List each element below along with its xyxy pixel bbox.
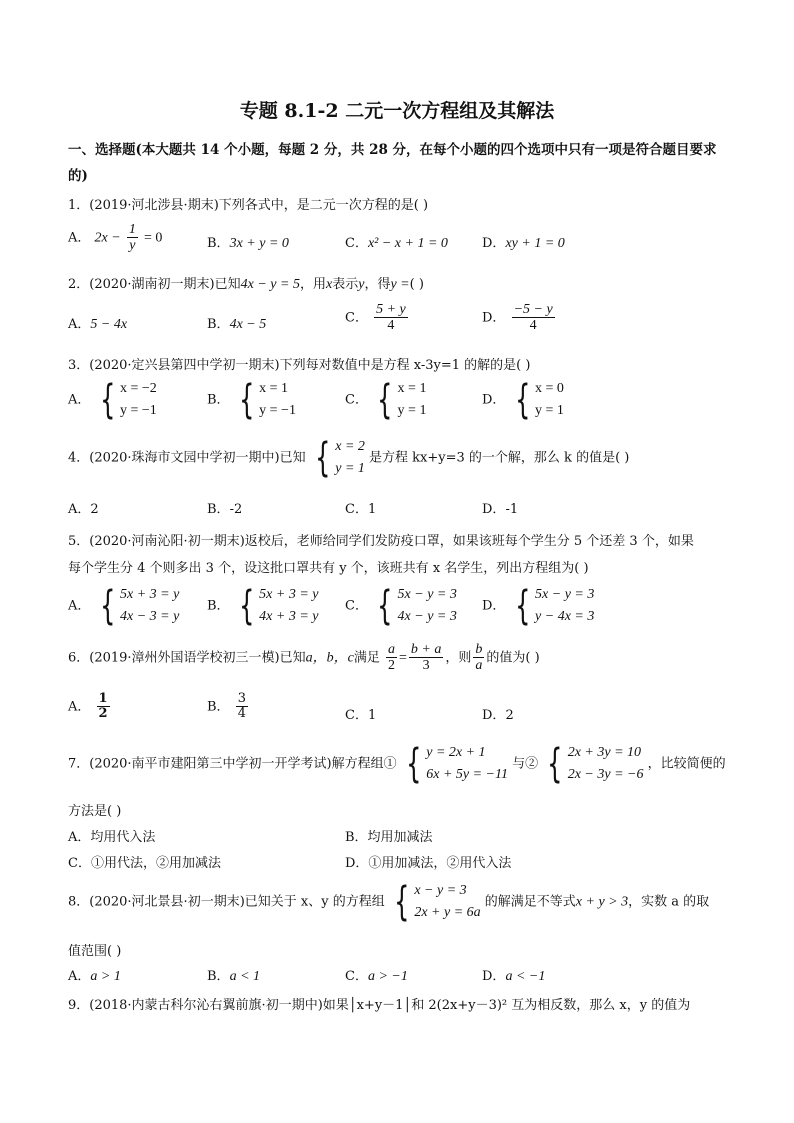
- brace-icon: {: [238, 377, 255, 423]
- question-4-option-b: B．-2: [207, 502, 243, 517]
- question-6-option-b: B． $\frac{3}{4}$: [207, 691, 246, 722]
- brace-icon: {: [99, 583, 115, 629]
- fraction: $\frac{-5 - y}{4}$: [513, 302, 553, 334]
- question-7-option-a: A．均用代入法: [68, 830, 156, 845]
- question-4-option-c: C．1: [345, 502, 377, 517]
- equation-system: { 2x + 3y = 10 2x − 3y = −6: [547, 741, 644, 787]
- fraction: $\frac{b + a}{3}$: [410, 642, 442, 674]
- brace-icon: {: [238, 583, 255, 629]
- question-7-option-c: C．①用代法，②用加减法: [68, 856, 221, 871]
- question-5-option-d: D． { 5x − y = 3 y − 4x = 3: [482, 583, 595, 629]
- question-5-option-c: C． { 5x − y = 3 4x − y = 3: [345, 583, 457, 629]
- question-7-option-b: B．均用加减法: [345, 830, 433, 845]
- equation-system: { 5x − y = 3 y − 4x = 3: [514, 583, 595, 629]
- question-2-stem: 2．(2020·湖南初一期末)已知4x − y = 5，用x表示y，得y =( ): [68, 277, 424, 292]
- question-6-option-d: D．2: [482, 708, 514, 723]
- question-3-option-c: C． { x = 1 y = 1: [345, 377, 427, 423]
- question-3-stem: 3．(2020·定兴县第四中学初一期末)下列每对数值中是方程 x-3y=1 的解的是( ): [68, 358, 531, 373]
- question-5-option-a: A． { 5x + 3 = y 4x − 3 = y: [68, 583, 180, 629]
- question-7-stem: 7．(2020·南平市建阳第三中学初一开学考试)解方程组① { y = 2x + 1 6x + 5y = −11 与② { 2x + 3y = 10 2x − 3y = −6 ，比较简便的: [68, 741, 726, 787]
- brace-icon: {: [99, 377, 115, 423]
- equation-system: { y = 2x + 1 6x + 5y = −11: [405, 741, 508, 787]
- brace-icon: {: [514, 583, 530, 629]
- page-title: 专题 8.1-2 二元一次方程组及其解法: [239, 100, 555, 122]
- question-8-option-d: D．a < −1: [482, 969, 546, 984]
- fraction: $\frac{5 + y}{4}$: [376, 302, 406, 334]
- question-7-stem-cont: 方法是( ): [68, 804, 122, 819]
- question-3-option-d: D． { x = 0 y = 1: [482, 377, 564, 423]
- equation-system: { 5x + 3 = y 4x + 3 = y: [238, 583, 319, 629]
- equation-system: { x − y = 3 2x + y = 6a: [393, 879, 481, 925]
- section-heading: 一、选择题(本大题共 14 个小题，每题 2 分，共 28 分，在每个小题的四个选项中只有一项是符合题目要求: [68, 142, 717, 158]
- question-1-option-d: D．xy + 1 = 0: [482, 236, 565, 251]
- equation-system: { x = 1 y = −1: [238, 377, 296, 423]
- equation-system: { x = 0 y = 1: [514, 377, 564, 423]
- equation-system: { 5x + 3 = y 4x − 3 = y: [99, 583, 180, 629]
- question-4-option-d: D．-1: [482, 502, 519, 517]
- question-4-option-a: A．2: [68, 502, 99, 517]
- fraction: $\frac{1}{y}$: [128, 222, 136, 254]
- fraction: $\frac{b}{a}$: [475, 642, 483, 674]
- brace-icon: {: [393, 879, 410, 925]
- equation-system: { x = 1 y = 1: [377, 377, 427, 423]
- question-2-option-d: D． $\frac{-5 - y}{4}$: [482, 302, 553, 334]
- fraction: $\frac{a}{2}$: [388, 642, 396, 674]
- question-2-option-b: B．4x − 5: [207, 317, 267, 332]
- brace-icon: {: [547, 741, 563, 787]
- question-3-option-b: B． { x = 1 y = −1: [207, 377, 296, 423]
- question-4-stem: 4．(2020·珠海市文园中学初一期中)已知 { x = 2 y = 1 是方程 kx+y=3 的一个解，那么 k 的值是( ): [68, 435, 630, 481]
- section-heading-cont: 的): [68, 168, 88, 184]
- question-7-option-d: D．①用加减法，②用代入法: [345, 856, 512, 871]
- brace-icon: {: [405, 741, 422, 787]
- brace-icon: {: [514, 377, 530, 423]
- brace-icon: {: [377, 377, 393, 423]
- question-5-stem-cont: 每个学生分 4 个则多出 3 个，设这批口罩共有 y 个，该班共有 x 名学生，列出方程组为( ): [68, 561, 589, 576]
- question-2-option-c: C． $\frac{5 + y}{4}$: [345, 302, 406, 334]
- question-8-option-a: A．a > 1: [68, 969, 121, 984]
- fraction: $\frac{3}{4}$: [237, 691, 246, 722]
- equation-system: { x = 2 y = 1: [314, 435, 365, 481]
- question-8-stem: 8．(2020·河北景县·初一期末)已知关于 x、y 的方程组 { x − y = 3 2x + y = 6a 的解满足不等式x + y > 3，实数 a 的取: [68, 879, 710, 925]
- question-1-stem: 1．(2019·河北涉县·期末)下列各式中，是二元一次方程的是( ): [68, 198, 429, 213]
- question-2-option-a: A．5 − 4x: [68, 317, 128, 332]
- question-5-stem: 5．(2020·河南沁阳·初一期末)返校后，老师给同学们发防疫口罩，如果该班每个学生分 5 个还差 3 个，如果: [68, 534, 694, 549]
- question-6-stem: 6．(2019·漳州外国语学校初三一模)已知a，b，c满足 $\frac{a}{2}$ = $\frac{b + a}{3}$ ，则 $\frac{b}{a}$ 的值为( ): [68, 642, 540, 674]
- question-3-option-a: A． { x = −2 y = −1: [68, 377, 157, 423]
- question-5-option-b: B． { 5x + 3 = y 4x + 3 = y: [207, 583, 319, 629]
- fraction: $\frac{1}{2}$: [98, 691, 108, 722]
- question-1-option-a: A． 2x − $\frac{1}{y}$ = 0: [68, 222, 163, 254]
- question-6-option-c: C．1: [345, 708, 377, 723]
- question-1-option-b: B．3x + y = 0: [207, 236, 289, 251]
- question-6-option-a: A． $\frac{1}{2}$: [68, 691, 108, 722]
- brace-icon: {: [377, 583, 393, 629]
- question-9-stem: 9．(2018·内蒙古科尔沁右翼前旗·初一期中)如果│x+y－1│和 2(2x+y－3)² 互为相反数，那么 x，y 的值为: [68, 998, 691, 1013]
- question-8-stem-cont: 值范围( ): [68, 944, 122, 959]
- question-1-option-c: C．x² − x + 1 = 0: [345, 236, 448, 251]
- equation-system: { x = −2 y = −1: [99, 377, 157, 423]
- equation-system: { 5x − y = 3 4x − y = 3: [377, 583, 457, 629]
- brace-icon: {: [314, 435, 331, 481]
- question-8-option-b: B．a < 1: [207, 969, 261, 984]
- question-8-option-c: C．a > −1: [345, 969, 408, 984]
